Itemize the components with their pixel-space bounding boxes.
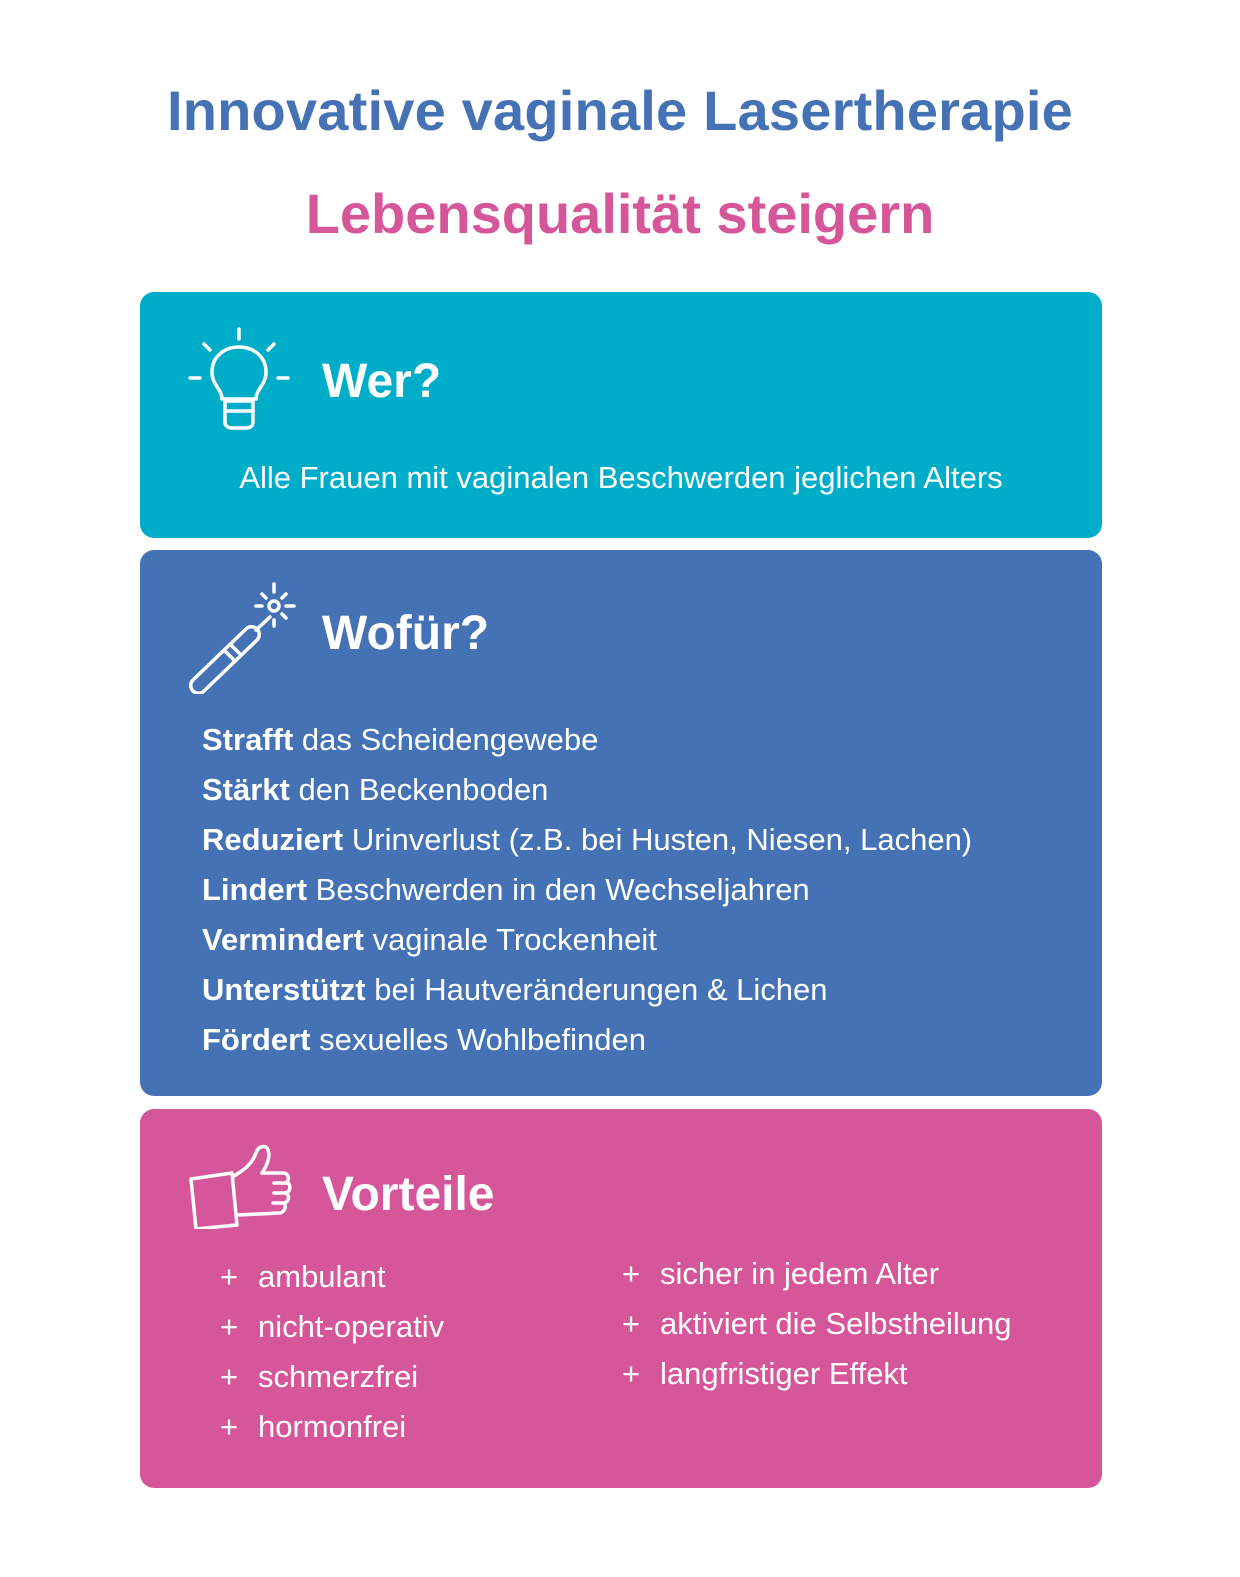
advantage-item: + hormonfrei (220, 1402, 444, 1452)
benefit-item: Reduziert Urinverlust (z.B. bei Husten, Niesen, Lachen) (202, 822, 973, 857)
advantage-item: + schmerzfrei (220, 1352, 444, 1402)
benefit-item: Stärkt den Beckenboden (202, 772, 549, 807)
laser-wand-icon (186, 580, 310, 694)
plus-icon: + (622, 1306, 641, 1341)
advantage-item: + sicher in jedem Alter (622, 1249, 1012, 1299)
advantage-item: + langfristiger Effekt (622, 1349, 1012, 1399)
vorteile-heading: Vorteile (322, 1168, 495, 1221)
page-title: Innovative vaginale Lasertherapie (166, 79, 1074, 142)
plus-icon: + (220, 1309, 239, 1344)
plus-icon: + (220, 1409, 239, 1444)
benefit-item: Vermindert vaginale Trockenheit (202, 922, 657, 957)
page-subtitle: Lebensqualität steigern (305, 182, 935, 245)
advantage-item: + aktiviert die Selbstheilung (622, 1299, 1012, 1349)
card-vorteile (140, 1109, 1102, 1488)
plus-icon: + (220, 1259, 239, 1294)
advantages-right-list (622, 1249, 1012, 1399)
advantage-item: + ambulant (220, 1252, 444, 1302)
plus-icon: + (622, 1256, 641, 1291)
lightbulb-icon (186, 327, 292, 433)
benefit-list (202, 715, 972, 1065)
benefit-item: Fördert sexuelles Wohlbefinden (202, 1022, 646, 1057)
benefit-item: Strafft das Scheidengewebe (202, 722, 599, 757)
advantage-item: + nicht-operativ (220, 1302, 444, 1352)
plus-icon: + (220, 1359, 239, 1394)
plus-icon: + (622, 1356, 641, 1391)
wer-text: Alle Frauen mit vaginalen Beschwerden jeglichen Alters (239, 460, 1003, 495)
card-wofuer (140, 550, 1102, 1096)
wer-heading: Wer? (322, 355, 442, 408)
advantages-left-list (220, 1252, 444, 1452)
card-wer (140, 292, 1102, 538)
wofuer-heading: Wofür? (322, 607, 490, 660)
benefit-item: Unterstützt bei Hautveränderungen & Lichen (202, 972, 828, 1007)
thumbs-up-icon (188, 1143, 292, 1229)
benefit-item: Lindert Beschwerden in den Wechseljahren (202, 872, 810, 907)
